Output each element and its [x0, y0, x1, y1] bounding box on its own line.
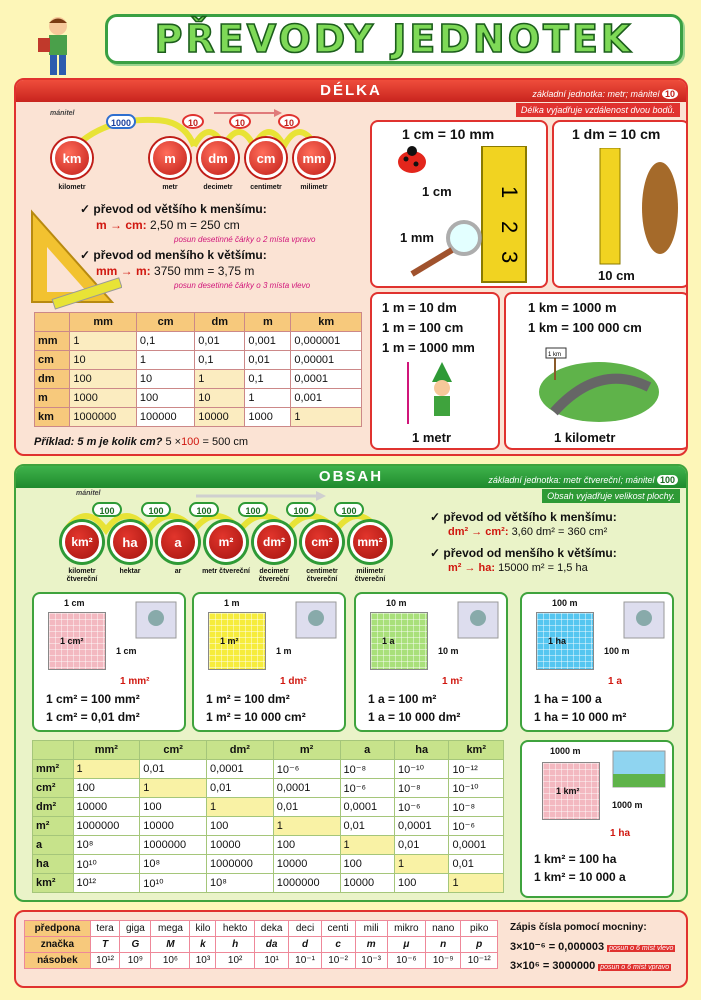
table-cell: 10⁸ [73, 836, 140, 855]
table-cell: 10⁻⁶ [273, 760, 340, 779]
multiplier-badge: 100 [286, 502, 316, 517]
cm-mm-card [370, 120, 548, 288]
page-title: PŘEVODY JEDNOTEK [105, 14, 683, 64]
card-line: 1 m = 10 dm [382, 300, 457, 315]
unit-mm2: mm² [350, 522, 390, 562]
table-row [25, 937, 498, 953]
rule-hint: posun desetinné čárky o 2 místa vpravo [174, 235, 316, 244]
card-line: 1 m = 100 cm [382, 320, 464, 335]
rule-example-units: m² → ha: [448, 562, 496, 574]
square-label: 1 m² [220, 636, 239, 646]
road-sign-text: 1 km [548, 352, 562, 358]
side-label: 1 m [224, 598, 240, 608]
table-cell: 10⁹ [120, 953, 151, 969]
boy-illustration [32, 14, 84, 80]
card-line: 1 ha = 10 000 m² [534, 710, 627, 724]
ruler-pinecone-illustration [594, 148, 684, 268]
table-cell: ha [33, 855, 74, 874]
unit-cm: cm [246, 138, 286, 178]
table-cell: 10⁻⁶ [449, 817, 504, 836]
table-cell: násobek [25, 953, 91, 969]
table-cell: mikro [387, 921, 425, 937]
table-cell: hekto [216, 921, 254, 937]
table-cell: 10⁻⁶ [387, 953, 425, 969]
area-card [520, 592, 674, 732]
square-label: 1 a [382, 636, 395, 646]
side-label: 1 m [276, 646, 292, 656]
ladybug-icon [392, 146, 432, 176]
multiplier-badge: 100 [238, 502, 268, 517]
small-unit-label: 1 ha [610, 828, 631, 839]
card-line: 1 cm² = 0,01 dm² [46, 710, 140, 724]
table-cell: 10¹⁰ [73, 855, 140, 874]
table-cell: 1000000 [273, 874, 340, 893]
table-cell: 0,00001 [291, 351, 362, 370]
side-label: 1 cm [116, 646, 137, 656]
table-cell: 1 [394, 855, 448, 874]
side-label: 100 m [552, 598, 578, 608]
rule-big-to-small: ✓ převod od většího k menšímu: [80, 202, 267, 216]
table-cell: 100 [340, 855, 394, 874]
cm-label: 1 cm [422, 184, 452, 199]
table-cell: 10⁻⁸ [340, 760, 394, 779]
lake-picture-icon [612, 750, 666, 788]
multiplier-badge: 10 [229, 114, 251, 129]
unit-cm2: cm² [302, 522, 342, 562]
table-cell: značka [25, 937, 91, 953]
area-base-note: základní jednotka: metr čtvereční; mánitel 100 [488, 469, 678, 491]
table-cell: μ [387, 937, 425, 953]
table-cell: 10⁻⁶ [340, 779, 394, 798]
table-cell: 1000000 [140, 836, 207, 855]
square-label: 1 km² [556, 786, 580, 796]
unit-m: m [150, 138, 190, 178]
table-cell: 10⁻² [321, 953, 355, 969]
power-example-1: 3×10⁻⁶ = 0,000003 posun o 6 míst vlevo [510, 941, 674, 953]
table-cell: 10⁻¹ [289, 953, 321, 969]
table-cell: 100000 [136, 408, 194, 427]
length-panel [14, 78, 688, 456]
table-cell: mm [35, 332, 70, 351]
table-cell: 10¹² [90, 953, 120, 969]
table-row [35, 389, 362, 408]
table-cell: n [426, 937, 461, 953]
table-cell: 1 [449, 874, 504, 893]
table-cell: 10⁻¹⁰ [394, 760, 448, 779]
table-cell: 10⁶ [151, 953, 190, 969]
kilometre-card [504, 292, 688, 450]
table-cell: deci [289, 921, 321, 937]
table-cell: dm² [33, 798, 74, 817]
square-label: 1 cm² [60, 636, 84, 646]
table-cell: 10000 [195, 408, 245, 427]
card-title: 1 dm = 10 cm [572, 126, 661, 142]
table-cell: 100 [140, 798, 207, 817]
prefix-table [24, 920, 498, 969]
table-cell: a [33, 836, 74, 855]
svg-text:1: 1 [497, 186, 522, 199]
table-cell: 10000 [273, 855, 340, 874]
table-header-cell: dm [195, 313, 245, 332]
road-hill-illustration [534, 342, 664, 428]
table-cell: 10⁻⁹ [426, 953, 461, 969]
svg-text:3: 3 [497, 251, 522, 264]
table-cell: 1 [70, 332, 136, 351]
table-header-cell [33, 741, 74, 760]
multiplier-badge: 100 [189, 502, 219, 517]
length-header: DÉLKA základní jednotka: metr; mánitel 10 [16, 80, 686, 102]
unit-dm2: dm² [254, 522, 294, 562]
multiplier-badge: 100 [141, 502, 171, 517]
length-conversion-table [34, 312, 362, 427]
card-caption: 1 kilometr [554, 430, 616, 445]
unit-ha: ha [110, 522, 150, 562]
table-cell: 1 [136, 351, 194, 370]
table-cell: 0,01 [273, 798, 340, 817]
table-cell: 10⁻⁶ [394, 798, 448, 817]
table-cell: 100 [70, 370, 136, 389]
unit-km2: km² [62, 522, 102, 562]
table-cell: 10¹² [73, 874, 140, 893]
table-cell: 10³ [190, 953, 216, 969]
table-cell: 10⁻⁸ [394, 779, 448, 798]
multiplier-label: mánitel [76, 490, 101, 497]
table-row [33, 779, 504, 798]
unit-name: metr čtvereční [202, 568, 250, 575]
side-label: 10 m [386, 598, 407, 608]
table-row [33, 836, 504, 855]
length-definition: Délka vyjadřuje vzdálenost dvou bodů. [516, 103, 680, 117]
table-cell: da [254, 937, 289, 953]
table-cell: 100 [136, 389, 194, 408]
card-line: 1 ha = 100 a [534, 692, 602, 706]
card-line: 1 m² = 10 000 cm² [206, 710, 306, 724]
unit-name: kilometr čtvereční [66, 568, 98, 583]
table-cell: 0,01 [449, 855, 504, 874]
table-cell: km [35, 408, 70, 427]
table-cell: M [151, 937, 190, 953]
table-cell: 10 [70, 351, 136, 370]
dwarf-icon [402, 358, 472, 428]
table-cell: tera [90, 921, 120, 937]
rule-example-value: 3,60 dm² = 360 cm² [511, 526, 608, 538]
table-cell: 0,01 [195, 332, 245, 351]
table-header-cell: a [340, 741, 394, 760]
multiplier-badge: 100 [92, 502, 122, 517]
table-header-cell: cm [136, 313, 194, 332]
length-example: Příklad: 5 m je kolik cm? 5 ×100 = 500 cm [34, 436, 249, 448]
table-cell: d [289, 937, 321, 953]
table-cell: 0,01 [340, 817, 394, 836]
power-title: Zápis čísla pomocí mocniny: [510, 922, 647, 933]
table-cell: 100 [394, 874, 448, 893]
table-cell: mega [151, 921, 190, 937]
table-header-cell: dm² [207, 741, 274, 760]
rule-small-to-big: ✓ převod od menšího k většímu: [430, 546, 617, 560]
table-row [33, 874, 504, 893]
unit-name: milimetr [300, 184, 328, 191]
table-cell: 0,0001 [207, 760, 274, 779]
table-cell: 0,000001 [291, 332, 362, 351]
table-cell: 0,01 [245, 351, 291, 370]
table-cell: 10⁸ [140, 855, 207, 874]
table-header-cell: cm² [140, 741, 207, 760]
side-label: 1 cm [64, 598, 85, 608]
table-cell: 100 [273, 836, 340, 855]
card-illustration-icon [294, 600, 338, 640]
table-cell: 10000 [340, 874, 394, 893]
table-cell: 10⁻¹⁰ [449, 779, 504, 798]
dm-cm-card [552, 120, 688, 288]
card-line: 1 km = 100 000 cm [528, 320, 642, 335]
mm-label: 1 mm [400, 230, 434, 245]
unit-name: milimetr čtvereční [354, 568, 386, 583]
table-cell: 1 [273, 817, 340, 836]
small-unit-label: 1 m² [442, 676, 463, 687]
table-row [25, 953, 498, 969]
rule-example-value: 15000 m² = 1,5 ha [498, 562, 588, 574]
table-cell: 10 [195, 389, 245, 408]
table-cell: c [321, 937, 355, 953]
card-line: 1 cm² = 100 mm² [46, 692, 140, 706]
length-base-note: základní jednotka: metr; mánitel 10 [532, 83, 678, 105]
table-header-cell: m [245, 313, 291, 332]
unit-mm: mm [294, 138, 334, 178]
table-cell: 10⁻¹² [461, 953, 498, 969]
table-row [33, 760, 504, 779]
rule-hint: posun desetinné čárky o 3 místa vlevo [174, 281, 311, 290]
table-header-cell: km [291, 313, 362, 332]
km2-card [520, 740, 674, 898]
small-unit-label: 1 a [608, 676, 622, 687]
table-row [33, 817, 504, 836]
table-row [25, 921, 498, 937]
table-cell: předpona [25, 921, 91, 937]
table-cell: 10¹⁰ [140, 874, 207, 893]
table-cell: 10000 [140, 817, 207, 836]
card-line: 1 m = 1000 mm [382, 340, 475, 355]
dm-label: 10 cm [598, 268, 635, 283]
rule-example-units: mm → m: [96, 264, 151, 278]
table-cell: 10² [216, 953, 254, 969]
table-cell: 1 [245, 389, 291, 408]
small-unit-label: 1 mm² [120, 676, 150, 687]
card-illustration-icon [134, 600, 178, 640]
area-card [192, 592, 346, 732]
table-cell: m [35, 389, 70, 408]
table-cell: 1 [140, 779, 207, 798]
unit-name: metr [162, 184, 178, 191]
metre-card [370, 292, 500, 450]
table-cell: 1000 [70, 389, 136, 408]
multiplier-badge: 10 [278, 114, 300, 129]
table-cell: 10⁻⁸ [449, 798, 504, 817]
area-panel [14, 464, 688, 902]
table-cell: km² [33, 874, 74, 893]
table-row [35, 408, 362, 427]
multiplier-label: mánitel [50, 110, 75, 117]
table-cell: 0,0001 [340, 798, 394, 817]
table-cell: mm² [33, 760, 74, 779]
table-header-cell [35, 313, 70, 332]
table-cell: 10¹ [254, 953, 289, 969]
rule-example-units: m → cm: [96, 218, 147, 232]
card-line: 1 km = 1000 m [528, 300, 617, 315]
table-header-cell: ha [394, 741, 448, 760]
table-row [35, 370, 362, 389]
card-line: 1 km² = 100 ha [534, 852, 617, 866]
table-cell: kilo [190, 921, 216, 937]
table-cell: 0,001 [245, 332, 291, 351]
area-conversion-table [32, 740, 504, 893]
table-row [35, 351, 362, 370]
table-header-cell: mm² [73, 741, 140, 760]
unit-name: decimetr [203, 184, 233, 191]
rule-big-to-small: ✓ převod od většího k menšímu: [430, 510, 617, 524]
table-cell: 0,0001 [394, 817, 448, 836]
unit-name: kilometr [58, 184, 86, 191]
unit-name: hektar [119, 568, 141, 575]
prefix-panel [14, 910, 688, 988]
table-cell: k [190, 937, 216, 953]
unit-square [370, 612, 428, 670]
table-cell: 10000 [73, 798, 140, 817]
table-cell: mili [355, 921, 387, 937]
table-cell: 1000 [245, 408, 291, 427]
unit-a: a [158, 522, 198, 562]
square-label: 1 ha [548, 636, 567, 646]
table-cell: 0,0001 [449, 836, 504, 855]
table-cell: giga [120, 921, 151, 937]
small-unit-label: 1 dm² [280, 676, 307, 687]
table-cell: m [355, 937, 387, 953]
multiplier-badge: 1000 [106, 114, 136, 129]
table-cell: 10⁻¹² [449, 760, 504, 779]
unit-m2: m² [206, 522, 246, 562]
svg-text:2: 2 [497, 221, 522, 234]
unit-name: ar [174, 568, 182, 575]
table-cell: cm [35, 351, 70, 370]
table-cell: 10 [136, 370, 194, 389]
rule-example-value: 2,50 m = 250 cm [150, 218, 240, 232]
table-cell: G [120, 937, 151, 953]
side-label: 10 m [438, 646, 459, 656]
table-cell: 1000000 [207, 855, 274, 874]
table-cell: 10000 [207, 836, 274, 855]
card-line: 1 m² = 100 dm² [206, 692, 290, 706]
area-card [32, 592, 186, 732]
table-cell: 10⁻³ [355, 953, 387, 969]
table-cell: 0,001 [291, 389, 362, 408]
rule-example-value: 3750 mm = 3,75 m [154, 264, 255, 278]
magnifier-icon [408, 218, 488, 278]
table-cell: 0,0001 [291, 370, 362, 389]
rule-small-to-big: ✓ převod od menšího k většímu: [80, 248, 267, 262]
table-row [35, 332, 362, 351]
side-label: 100 m [604, 646, 630, 656]
table-row [33, 855, 504, 874]
card-title: 1 cm = 10 mm [402, 126, 495, 142]
card-illustration-icon [622, 600, 666, 640]
unit-name: centimetr čtvereční [306, 568, 338, 583]
table-header-cell: mm [70, 313, 136, 332]
table-cell: 0,01 [140, 760, 207, 779]
rule-example-units: dm² → cm²: [448, 526, 509, 538]
table-cell: m² [33, 817, 74, 836]
table-cell: nano [426, 921, 461, 937]
table-cell: 0,1 [136, 332, 194, 351]
table-cell: 10⁸ [207, 874, 274, 893]
area-definition: Obsah vyjadřuje velikost plochy. [542, 489, 680, 503]
side-label: 1000 m [612, 800, 643, 810]
table-cell: dm [35, 370, 70, 389]
card-line: 1 a = 100 m² [368, 692, 437, 706]
table-cell: 1000000 [70, 408, 136, 427]
table-cell: 100 [73, 779, 140, 798]
table-cell: 1 [291, 408, 362, 427]
unit-name: centimetr [250, 184, 282, 191]
table-cell: 0,1 [195, 351, 245, 370]
table-cell: 1 [207, 798, 274, 817]
table-cell: 100 [207, 817, 274, 836]
table-header-cell: km² [449, 741, 504, 760]
table-cell: 1000000 [73, 817, 140, 836]
area-card [354, 592, 508, 732]
card-illustration-icon [456, 600, 500, 640]
unit-name: decimetr čtvereční [258, 568, 290, 583]
table-cell: 0,1 [245, 370, 291, 389]
area-header: OBSAH základní jednotka: metr čtvereční; mánitel 100 [16, 466, 686, 488]
card-line: 1 a = 10 000 dm² [368, 710, 461, 724]
unit-dm: dm [198, 138, 238, 178]
unit-km: km [52, 138, 92, 178]
multiplier-badge: 100 [334, 502, 364, 517]
multiplier-badge: 10 [182, 114, 204, 129]
table-cell: p [461, 937, 498, 953]
power-example-2: 3×10⁶ = 3000000 posun o 6 míst vpravo [510, 960, 670, 972]
card-caption: 1 metr [412, 430, 452, 445]
table-cell: piko [461, 921, 498, 937]
table-cell: h [216, 937, 254, 953]
table-row [33, 798, 504, 817]
table-cell: deka [254, 921, 289, 937]
table-cell: 1 [340, 836, 394, 855]
table-cell: centi [321, 921, 355, 937]
table-cell: T [90, 937, 120, 953]
table-cell: cm² [33, 779, 74, 798]
card-line: 1 km² = 10 000 a [534, 870, 626, 884]
table-cell: 0,01 [394, 836, 448, 855]
table-cell: 1 [73, 760, 140, 779]
table-cell: 1 [195, 370, 245, 389]
table-cell: 0,0001 [273, 779, 340, 798]
table-cell: 0,01 [207, 779, 274, 798]
side-label: 1000 m [550, 746, 581, 756]
table-header-cell: m² [273, 741, 340, 760]
